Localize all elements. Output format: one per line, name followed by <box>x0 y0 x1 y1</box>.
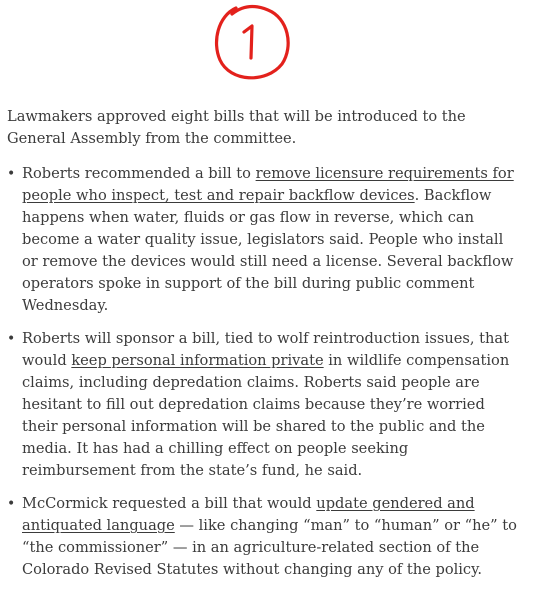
gendered-language-link[interactable]: update gendered and antiquated language <box>22 495 475 534</box>
annotation-number-one-glyph <box>244 26 252 58</box>
bill-list-item-wolf-compensation <box>7 328 522 482</box>
bullet-icon: • <box>7 166 16 182</box>
handwritten-annotation-circle <box>208 2 292 84</box>
bill-text-after: in wildlife compensation claims, including depredation claims. Roberts said people are hesitant to fill out depredation claims because they’re worried their personal information will be shared to the public and the media. It has had a chilling effect on people seeking reimbursement from the state’s fund, he said. <box>22 352 510 479</box>
bill-list-item-gendered-language <box>7 493 522 581</box>
article-intro-paragraph: Lawmakers approved eight bills that will be introduced to the General Assembly from the committee. <box>7 108 466 147</box>
article-body <box>7 106 522 592</box>
backflow-licensure-link[interactable]: remove licensure requirements for people who inspect, test and repair backflow devices <box>22 165 514 204</box>
bill-text-after: . Backflow happens when water, fluids or gas flow in reverse, which can become a water quality issue, legislators said. People who install or remove the devices would still need a license. Several backflow operators spoke in support of the bill during public comment Wednesday. <box>22 187 514 314</box>
bill-list <box>7 163 522 581</box>
bill-text-before: McCormick requested a bill that would <box>22 495 317 512</box>
bill-text-before: Roberts recommended a bill to <box>22 165 256 182</box>
bill-text-after: — like changing “man” to “human” or “he” to “the commissioner” — in an agriculture-related section of the Colorado Revised Statutes without changing any of the policy. <box>22 517 517 578</box>
bullet-icon: • <box>7 496 16 512</box>
bill-text-before: Roberts will sponsor a bill, tied to wolf reintroduction issues, that would <box>22 330 510 369</box>
bill-list-item-backflow <box>7 163 522 317</box>
bullet-icon: • <box>7 331 16 347</box>
personal-information-link[interactable]: keep personal information private <box>71 352 324 369</box>
